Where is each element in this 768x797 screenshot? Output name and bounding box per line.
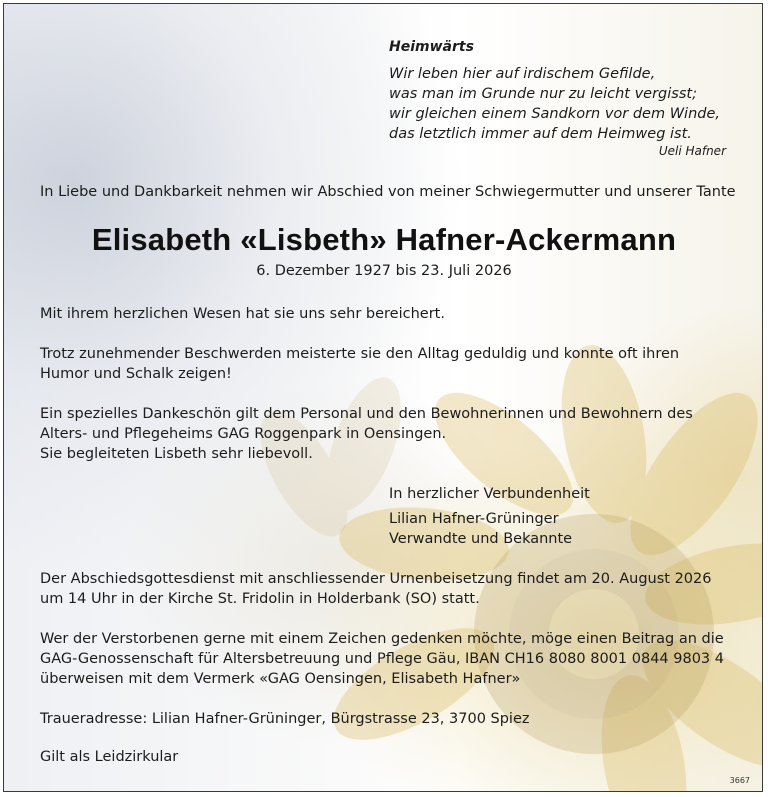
paragraph-line: Alters- und Pflegeheims GAG Roggenpark in Oensingen. <box>40 426 447 442</box>
paragraph-line: Humor und Schalk zeigen! <box>40 366 232 382</box>
service-line: Der Abschiedsgottesdienst mit anschliessender Urnenbeisetzung findet am 20. August 2026 <box>40 571 712 587</box>
paragraph-line: Mit ihrem herzlichen Wesen hat sie uns sehr bereichert. <box>40 306 445 322</box>
poem-author: Ueli Hafner <box>658 144 726 158</box>
mourning-address: Traueradresse: Lilian Hafner-Grüninger, Bürgstrasse 23, 3700 Spiez <box>40 711 530 727</box>
paragraph-line: Sie begleiteten Lisbeth sehr liebevoll. <box>40 446 313 462</box>
poem-title: Heimwärts <box>389 39 474 55</box>
ad-code: 3667 <box>729 776 750 785</box>
donation-line: GAG-Genossenschaft für Altersbetreuung und Pflege Gäu, IBAN CH16 8080 8001 0844 9803 4 <box>40 651 724 667</box>
signature-name: Verwandte und Bekannte <box>389 531 573 547</box>
poem-line: wir gleichen einem Sandkorn vor dem Winde, <box>389 106 721 122</box>
donation-line: Wer der Verstorbenen gerne mit einem Zeichen gedenken möchte, möge einen Beitrag an die <box>40 631 724 647</box>
paragraph-line: Trotz zunehmender Beschwerden meisterte sie den Alltag geduldig und konnte oft ihren <box>40 346 680 362</box>
poem-line: was man im Grunde nur zu leicht vergisst; <box>389 86 697 102</box>
deceased-name: Elisabeth «Lisbeth» Hafner-Ackermann <box>91 222 677 257</box>
donation-line: überweisen mit dem Vermerk «GAG Oensingen, Elisabeth Hafner» <box>40 671 521 687</box>
circular-note: Gilt als Leidzirkular <box>40 749 179 765</box>
poem-line: das letztlich immer auf dem Heimweg ist. <box>389 126 692 142</box>
signature-greeting: In herzlicher Verbundenheit <box>389 486 590 502</box>
paragraph-line: Ein spezielles Dankeschön gilt dem Personal und den Bewohnerinnen und Bewohnern des <box>40 406 693 422</box>
service-line: um 14 Uhr in der Kirche St. Fridolin in Holderbank (SO) statt. <box>40 591 480 607</box>
life-dates: 6. Dezember 1927 bis 23. Juli 2026 <box>256 263 512 279</box>
obituary-notice <box>3 3 763 792</box>
intro-text: In Liebe und Dankbarkeit nehmen wir Abschied von meiner Schwiegermutter und unserer Tante <box>40 184 736 200</box>
signature-name: Lilian Hafner-Grüninger <box>389 511 559 527</box>
poem-line: Wir leben hier auf irdischem Gefilde, <box>389 66 656 82</box>
